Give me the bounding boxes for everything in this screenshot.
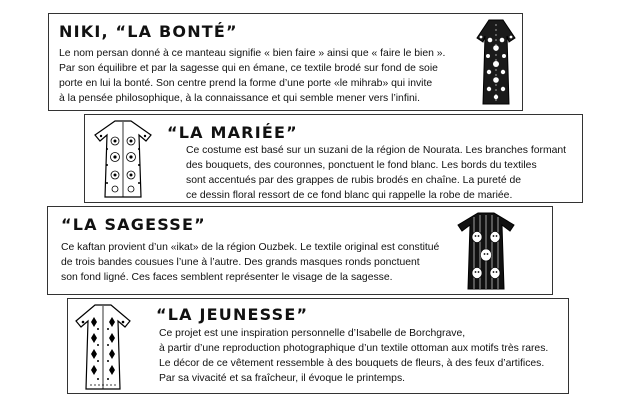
panel-mariee <box>84 114 583 203</box>
panel-title: “LA SAGESSE” <box>61 215 206 234</box>
panel-niki <box>48 13 523 111</box>
panel-description: Ce projet est une inspiration personnelle d’Isabelle de Borchgrave, à partir d’une reproduction photographique d’un textile ottoman aux motifs très rares. Le décor de ce vêtement ressemble à des bouquets de fleurs, à des feux d’artifices. Par sa vivacité et sa fraîcheur, il évoque le printemps. <box>159 328 549 384</box>
panel-sagesse <box>47 206 553 295</box>
panel-description: Le nom persan donné à ce manteau signifie « bien faire » ainsi que « faire le bien ». Par son équilibre et par la sagesse qui en émane, ce textile brodé sur fond de soie porte en lui la bonté. Son centre prend la forme d’une porte «le mihrab» qui invite à la pensée philosophique, à la connaissance et qui semble mener vers l’infini. <box>59 48 446 104</box>
patterned-ottoman-robe-illustration <box>74 303 132 391</box>
ikat-kaftan-illustration <box>456 211 516 291</box>
panel-description: Ce kaftan provient d’un «ikat» de la région Ouzbek. Le textile original est constitué de trois bandes cousues l’une à l’autre. Des grands masques ronds ponctuent son fond ligné. Ces faces semblent représenter le visage de la sagesse. <box>61 242 440 283</box>
panel-title: NIKI, “LA BONTÉ” <box>59 22 238 41</box>
panel-title: “LA MARIÉE” <box>167 123 298 142</box>
dark-embroidered-robe-illustration <box>475 18 517 106</box>
white-floral-robe-illustration <box>93 119 153 199</box>
panel-title: “LA JEUNESSE” <box>156 305 309 324</box>
panel-description: Ce costume est basé sur un suzani de la région de Nourata. Les branches formant des bouquets, des couronnes, ponctuent le fond blanc. Les bords du textiles sont accentués par des grappes de rubis brodés en chaîne. La pureté de ce dessin floral ressort de ce fond blanc qui rappelle la robe de mariée. <box>186 145 567 201</box>
panel-jeunesse <box>67 298 569 394</box>
